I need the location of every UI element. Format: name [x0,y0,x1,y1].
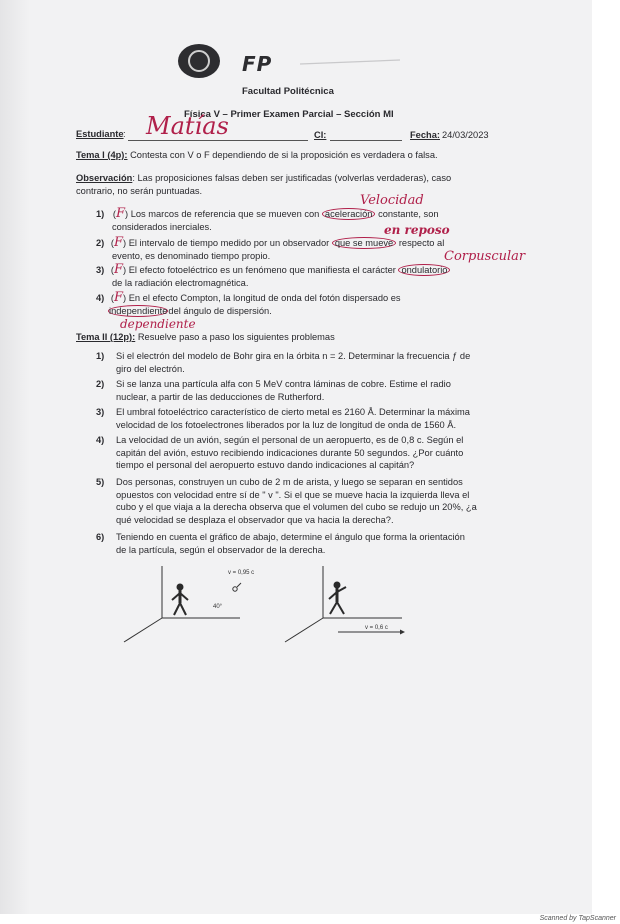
ci-line [330,140,402,141]
faint-logo-mark [300,58,400,68]
date-label: Fecha: [410,130,440,140]
right-observer-figure [329,582,346,614]
left-velocity-label: v = 0,95 c [228,570,255,576]
left-observer-figure [172,584,188,615]
tf-item-2: 2) (F) El intervalo de tiempo medido por un observador que se mueve respecto al evento, es denominado tiempo propio. [96,235,445,261]
particle [233,583,241,591]
left-frame-z-axis [124,618,162,642]
exam-title: Física V – Primer Examen Parcial – Sección MI [184,109,394,120]
problem-2: 2) Si se lanza una partícula alfa con 5 MeV contra láminas de cobre. Estime el radio nuclear, a partir de las deducciones de Rutherford. [96,379,451,402]
problem-5: 5) Dos personas, construyen un cubo de 2 m de arista, y luego se separan en sentidos opuestos con velocidad entre sí de " v ". Si el que se mueve hacia la izquierda lleva el cubo y el que viaja a la derecha observa que el volumen del cubo se redujo un 20%, ¿a qué velocidad se desplaza el observador que va hacia la derecha?. [96,477,477,525]
tf-item-3: 3) (F) El efecto fotoeléctrico es un fenómeno que manifiesta el carácter ondulatorio de la radiación electromagnética. [96,264,516,289]
student-line [128,140,308,141]
date-value: 24/03/2023 [442,130,489,140]
tf-item-4: 4) (F) En el efecto Compton, la longitud de onda del fotón dispersado es independientedel ángulo de dispersión. [96,290,401,316]
student-name-handwritten: Matías [146,112,229,140]
right-frame-z-axis [285,618,323,642]
tema1-heading: Tema I (4p): Contesta con V o F dependiendo de si la proposición es verdadera o falsa. [76,150,438,160]
page-shadow [0,0,30,914]
observation: Observación: Las proposiciones falsas deben ser justificadas (volverlas verdaderas), caso contrario, no serán puntuadas. [76,173,452,196]
university-logo-inner [188,50,210,72]
faculty-name: Facultad Politécnica [242,86,334,97]
right-velocity-label: v = 0,6 c [365,625,388,631]
problem-4: 4) La velocidad de un avión, según el personal de un aeropuerto, es de 0,8 c. Según el capitán del avión, estuvo recibiendo indicaciones durante 50 segundos. ¿Por cuánto tiempo el personal del aeropuerto estuvo dando indicaciones al capitán? [96,435,464,470]
correction-1: Velocidad [360,193,424,208]
relativity-figure [120,566,420,650]
correction-2: en reposo [384,223,450,237]
scanner-watermark: Scanned by TapScanner [539,915,616,922]
student-label: Estudiante [76,129,124,139]
correction-4: dependiente [120,317,196,331]
tema2-heading: Tema II (12p): Resuelve paso a paso los siguientes problemas [76,332,335,342]
tf-item-1: 1) (F) Los marcos de referencia que se mueven con aceleración constante, son considerados inerciales. [96,206,439,232]
problem-6: 6) Teniendo en cuenta el gráfico de abajo, determine el ángulo que forma la orientación de la partícula, según el observador de la derecha. [96,532,465,555]
angle-label: 40° [213,604,223,610]
problem-3: 3) El umbral fotoeléctrico característico de cierto metal es 2160 Å. Determinar la máxima velocidad de los fotoelectrones liberados por la luz de longitud de onda de 1560 Å. [96,407,470,430]
correction-3: Corpuscular [444,249,526,264]
ci-label: CI: [314,130,327,140]
fp-logo: FP [242,52,273,76]
problem-1: 1) Si el electrón del modelo de Bohr gira en la órbita n = 2. Determinar la frecuencia ƒ de giro del electrón. [96,351,471,374]
